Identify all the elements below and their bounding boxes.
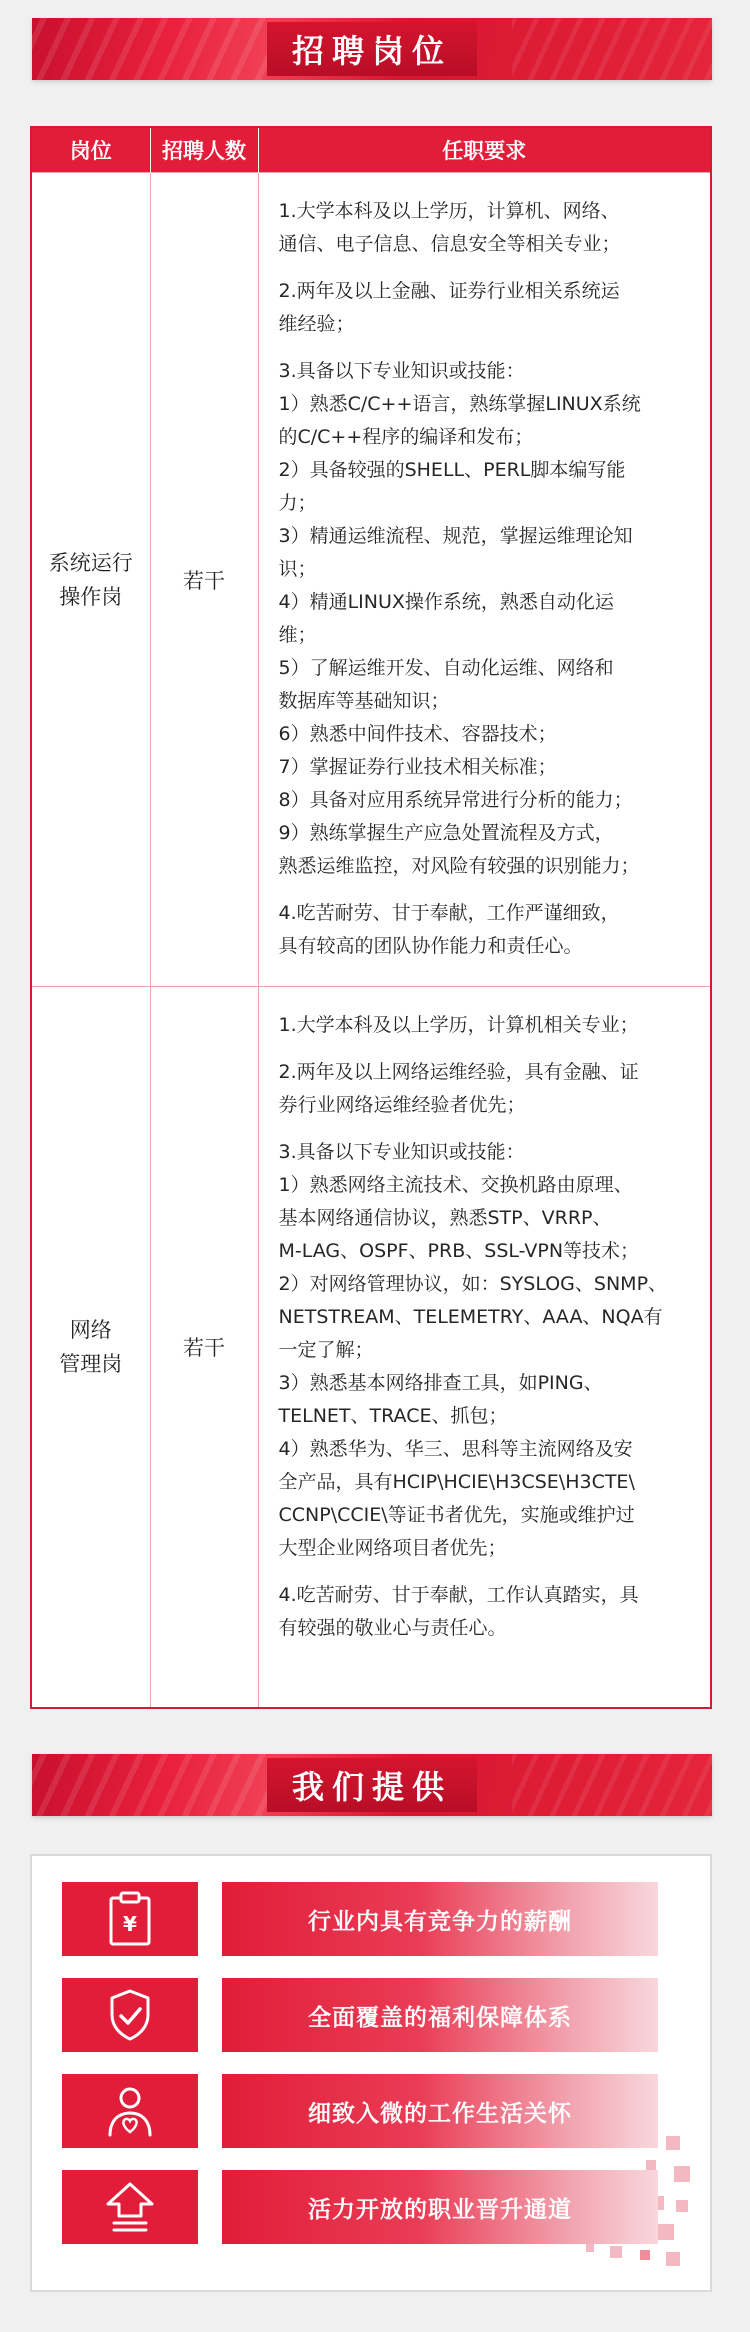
benefits-section-banner [32,1754,712,1816]
requirement-line: NETSTREAM、TELEMETRY、AAA、NQA有 [278,1306,663,1328]
requirement-line: 有较强的敬业心与责任心。 [278,1617,507,1639]
requirement-line: 3）熟悉基本网络排查工具，如PING、 [278,1372,603,1394]
requirement-line: 4.吃苦耐劳、甘于奉献，工作认真踏实，具 [278,1584,639,1606]
requirement-line: 一定了解； [278,1339,374,1361]
requirement-line: TELNET、TRACE、抓包； [278,1405,508,1427]
benefit-label: 细致入微的工作生活关怀 [222,2074,658,2148]
salary-clipboard-icon [62,1882,198,1956]
requirement-item [279,1579,695,1645]
benefit-label: 行业内具有竞争力的薪酬 [222,1882,658,1956]
benefit-label: 活力开放的职业晋升通道 [222,2170,658,2244]
requirement-line: 大型企业网络项目者优先； [278,1537,507,1559]
requirement-line: 基本网络通信协议，熟悉STP、VRRP、 [278,1207,612,1229]
requirement-line: 具有较高的团队协作能力和责任心。 [278,935,583,957]
benefit-item [62,2170,686,2244]
requirement-item [279,275,695,341]
requirement-line: 7）掌握证券行业技术相关标准； [278,756,557,778]
benefits-panel [30,1854,712,2292]
benefit-item [62,1882,686,1956]
requirement-line: 9）熟练掌握生产应急处置流程及方式， [278,822,614,844]
requirement-line: 1.大学本科及以上学历，计算机、网络、 [278,200,620,222]
requirement-line: 数据库等基础知识； [278,690,450,712]
requirements-cell [258,173,710,987]
requirement-line: 3.具备以下专业知识或技能： [278,1141,525,1163]
requirement-line: 1.大学本科及以上学历，计算机相关专业； [278,1014,639,1036]
requirement-line: 力； [278,492,317,514]
header-count: 招聘人数 [150,128,258,173]
hiring-count-cell: 若干 [150,987,258,1707]
hiring-count-cell: 若干 [150,173,258,987]
position-name-line: 操作岗 [59,584,123,609]
requirement-line: 2.两年及以上金融、证券行业相关系统运 [278,280,620,302]
table-header-row [32,128,710,173]
requirement-item [279,897,695,963]
requirement-line: 1）熟悉C/C++语言，熟练掌握LINUX系统 [278,393,641,415]
requirement-line: 熟悉运维监控，对风险有较强的识别能力； [278,855,640,877]
requirement-line: 全产品，具有HCIP\HCIE\H3CSE\H3CTE\ [278,1471,635,1493]
requirement-line: 2）对网络管理协议，如：SYSLOG、SNMP、 [278,1273,668,1295]
shield-check-icon [62,1978,198,2052]
benefits-section-title: 我们提供 [291,1768,452,1806]
position-name-cell [32,987,150,1707]
positions-section-banner [32,18,712,80]
requirement-item [279,195,695,261]
benefit-label: 全面覆盖的福利保障体系 [222,1978,658,2052]
requirements-cell [258,987,710,1707]
requirement-item [279,1136,695,1565]
requirement-line: 识； [278,558,317,580]
position-name-line: 系统运行 [48,550,133,575]
requirement-line: 维经验； [278,313,355,335]
requirement-line: CCNP\CCIE\等证书者优先，实施或维护过 [278,1504,635,1526]
requirement-line: 通信、电子信息、信息安全等相关专业； [278,233,621,255]
requirement-line: 维； [278,624,317,646]
position-name-line: 网络 [69,1317,112,1342]
requirement-line: 1）熟悉网络主流技术、交换机路由原理、 [278,1174,633,1196]
header-position: 岗位 [32,128,150,173]
person-heart-icon [62,2074,198,2148]
promotion-arrow-icon [62,2170,198,2244]
position-name-cell [32,173,150,987]
requirement-item [279,1009,695,1042]
requirement-line: 8）具备对应用系统异常进行分析的能力； [278,789,633,811]
benefit-item [62,2074,686,2148]
position-name-line: 管理岗 [59,1351,123,1376]
requirement-line: 的C/C++程序的编译和发布； [278,426,534,448]
requirement-item [279,355,695,883]
requirement-line: 3）精通运维流程、规范，掌握运维理论知 [278,525,633,547]
benefit-item [62,1978,686,2052]
requirement-line: 3.具备以下专业知识或技能： [278,360,525,382]
requirement-line: 4）熟悉华为、华三、思科等主流网络及安 [278,1438,633,1460]
requirement-line: 2.两年及以上网络运维经验，具有金融、证 [278,1061,639,1083]
table-row [32,987,710,1707]
job-positions-table [30,126,712,1709]
svg-text:¥: ¥ [123,1912,137,1936]
requirement-line: 4.吃苦耐劳、甘于奉献，工作严谨细致， [278,902,620,924]
requirement-line: 券行业网络运维经验者优先； [278,1094,526,1116]
positions-section-title: 招聘岗位 [291,32,452,70]
table-row [32,173,710,987]
header-requirements: 任职要求 [258,128,710,173]
requirement-line: 4）精通LINUX操作系统，熟悉自动化运 [278,591,614,613]
requirement-line: M-LAG、OSPF、PRB、SSL-VPN等技术； [278,1240,640,1262]
requirement-line: 6）熟悉中间件技术、容器技术； [278,723,557,745]
requirement-line: 5）了解运维开发、自动化运维、网络和 [278,657,614,679]
requirement-item [279,1056,695,1122]
requirement-line: 2）具备较强的SHELL、PERL脚本编写能 [278,459,626,481]
